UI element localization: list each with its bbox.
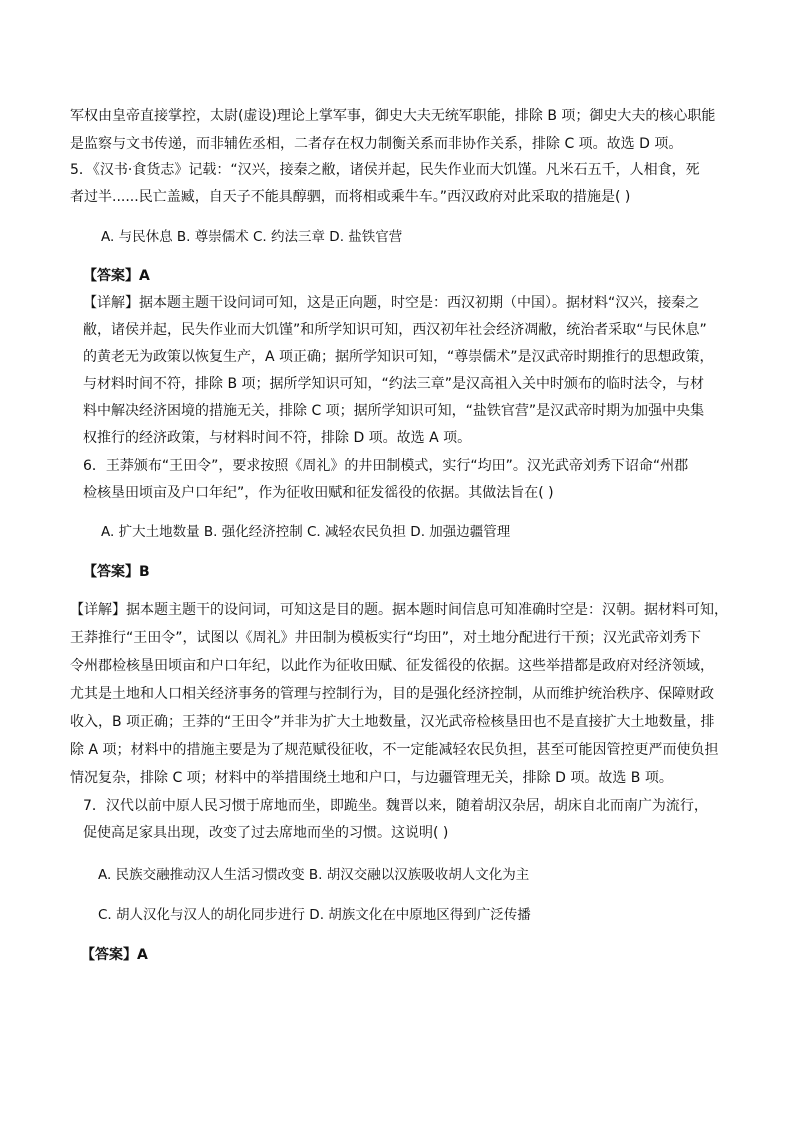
- q5-options: A. 与民休息 B. 尊崇儒术 C. 约法三章 D. 盐铁官营: [101, 229, 403, 245]
- q5-answer: 【答案】A: [83, 268, 150, 284]
- q6-detail-line-5: 收入，B 项正确；王莽的“王田令”并非为扩大土地数量，汉光武帝检核垦田也不是直接扩大土地数量，排: [70, 714, 715, 730]
- q5-detail-line-6: 权推行的经济政策，与材料时间不符，排除 D 项。故选 A 项。: [83, 430, 472, 446]
- q7-options-line-1: A. 民族交融推动汉人生活习惯改变 B. 胡汉交融以汉族吸收胡人文化为主: [98, 867, 530, 883]
- q6-detail-line-2: 王莽推行“王田令”，试图以《周礼》井田制为模板实行“均田”，对土地分配进行干预；汉光武帝刘秀下: [70, 630, 702, 646]
- q6-detail-line-4: 尤其是土地和人口相关经济事务的管理与控制行为，目的是强化经济控制，从而维护统治秩序、保障财政: [70, 686, 714, 702]
- carryover-line-2: 是监察与文书传递，而非辅佐丞相，二者存在权力制衡关系而非协作关系，排除 C 项。故选 D 项。: [70, 136, 683, 152]
- q6-detail-line-6: 除 A 项；材料中的措施主要是为了规范赋役征收，不一定能减轻农民负担，甚至可能因管控更严而使负担: [70, 742, 719, 758]
- q6-detail-line-3: 令州郡检核垦田顷亩和户口年纪，以此作为征收田赋、征发徭役的依据。这些举措都是政府对经济领域，: [70, 658, 714, 674]
- q7-stem-line-2: 促使高足家具出现，改变了过去席地而坐的习惯。这说明( ): [83, 825, 449, 841]
- q5-detail-line-1: 【详解】据本题主题干设问词可知，这是正向题，时空是：西汉初期（中国）。据材料“汉兴，接秦之: [83, 295, 700, 311]
- q7-answer: 【答案】A: [81, 947, 148, 963]
- q6-stem-line-2: 检核垦田顷亩及户口年纪”，作为征收田赋和征发徭役的依据。其做法旨在( ): [83, 485, 554, 501]
- carryover-line-1: 军权由皇帝直接掌控，太尉(虚设)理论上掌军事，御史大夫无统军职能，排除 B 项；御史大夫的核心职能: [70, 108, 716, 124]
- q6-detail-line-1: 【详解】据本题主题干的设问词，可知这是目的题。据本题时间信息可知准确时空是：汉朝。据材料可知，: [70, 602, 728, 618]
- q5-stem-line-1: 5．《汉书·食货志》记载：“汉兴，接秦之敝，诸侯并起，民失作业而大饥馑。凡米石五千，人相食，死: [70, 162, 700, 178]
- q5-stem-line-2: 者过半......民亡盖臧，自天子不能具醇驷，而将相或乘牛车。”西汉政府对此采取的措施是( ): [70, 189, 631, 205]
- q5-detail-line-2: 敝，诸侯并起，民失作业而大饥馑”和所学知识可知，西汉初年社会经济凋敝，统治者采取“与民休息”: [83, 322, 707, 338]
- q7-options-line-2: C. 胡人汉化与汉人的胡化同步进行 D. 胡族文化在中原地区得到广泛传播: [98, 907, 531, 923]
- q6-answer: 【答案】B: [83, 564, 150, 580]
- q6-options: A. 扩大土地数量 B. 强化经济控制 C. 减轻农民负担 D. 加强边疆管理: [101, 524, 511, 540]
- q6-stem-line-1: 6．王莽颁布“王田令”，要求按照《周礼》的井田制模式，实行“均田”。汉光武帝刘秀下诏命“州郡: [83, 458, 689, 474]
- q6-detail-line-7: 情况复杂，排除 C 项；材料中的举措围绕土地和户口，与边疆管理无关，排除 D 项。故选 B 项。: [70, 770, 673, 786]
- q7-stem-line-1: 7．汉代以前中原人民习惯于席地而坐，即跪坐。魏晋以来，随着胡汉杂居，胡床自北而南广为流行，: [83, 798, 708, 814]
- q5-detail-line-4: 与材料时间不符，排除 B 项；据所学知识可知，“约法三章”是汉高祖入关中时颁布的临时法令，与材: [83, 376, 705, 392]
- q5-detail-line-3: 的黄老无为政策以恢复生产，A 项正确；据所学知识可知，“尊崇儒术”是汉武帝时期推行的思想政策，: [83, 349, 714, 365]
- q5-detail-line-5: 料中解决经济困境的措施无关，排除 C 项；据所学知识可知，“盐铁官营”是汉武帝时期为加强中央集: [83, 403, 705, 419]
